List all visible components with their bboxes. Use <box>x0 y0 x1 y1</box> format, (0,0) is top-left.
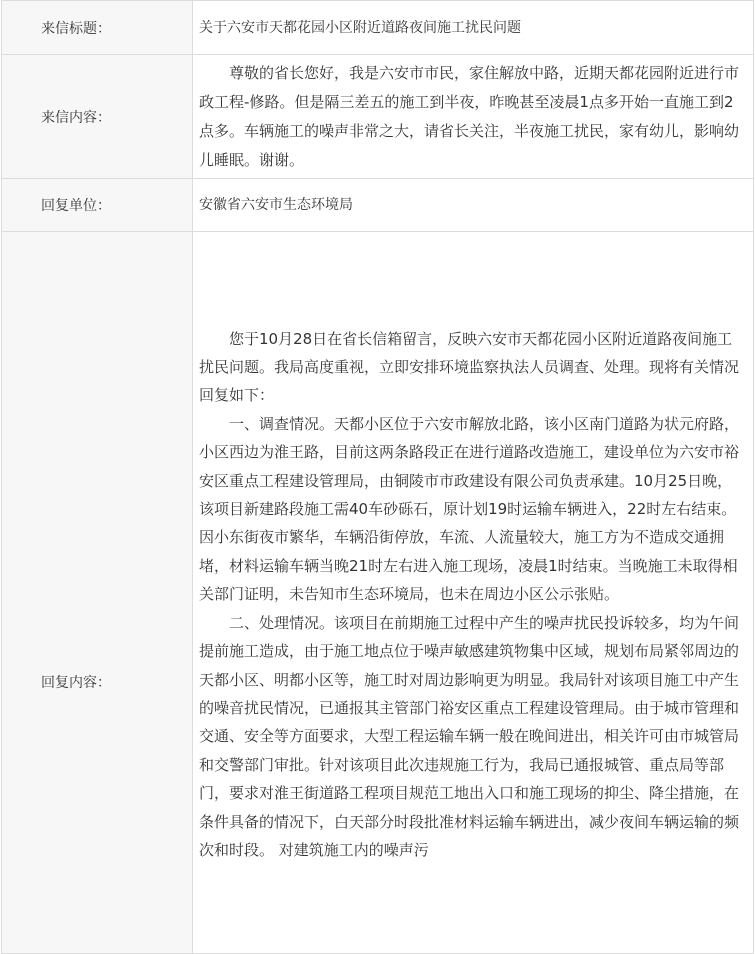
reply-paragraph-handling: 二、处理情况。该项目在前期施工过程中产生的噪声扰民投诉较多，均为午间提前施工造成，由于施工地点位于噪声敏感建筑物集中区域，规划布局紧邻周边的天都小区、明都小区等，施工时对周边影响更为明显。我局针对该项目施工中产生的噪音扰民情况，已通报其主管部门裕安区重点工程建设管理局。由于城市管理和交通、安全等方面要求，大型工程运输车辆一般在晚间进出，相关许可由市城管局和交警部门审批。针对该项目此次违规施工行为，我局已通报城管、重点局等部门，要求对淮王街道路工程项目规范工地出入口和施工现场的抑尘、降尘措施，在条件具备的情况下，白天部分时段批准材料运输车辆进出，减少夜间车辆运输的频次和时段。 对建筑施工内的噪声污 <box>199 613 740 859</box>
reply-unit-value: 安徽省六安市生态环境局 <box>193 179 754 232</box>
reply-unit-label: 回复单位： <box>2 179 193 232</box>
reply-paragraph-investigation: 一、调查情况。天都小区位于六安市解放北路，该小区南门道路为状元府路，小区西边为淮王路，目前这两条路段正在进行道路改造施工，建设单位为六安市裕安区重点工程建设管理局，由铜陵市市政建设有限公司负责承建。10月25日晚，该项目新建路段施工需40车砂砾石，原计划19时运输车辆进入，22时左右结束。因小东街夜市繁华，车辆沿街停放，车流、人流量较大，施工方为不造成交通拥堵，材料运输车辆当晚21时左右进入施工现场，凌晨1时结束。当晚施工未取得相关部门证明，未告知市生态环境局，也未在周边小区公示张贴。 <box>199 414 740 604</box>
letter-title-value: 关于六安市天都花园小区附近道路夜间施工扰民问题 <box>193 1 754 55</box>
letter-content-label: 来信内容： <box>2 55 193 179</box>
row-reply-unit <box>2 179 754 232</box>
row-letter-title <box>2 1 754 55</box>
reply-paragraph-intro: 您于10月28日在省长信箱留言，反映六安市天都花园小区附近道路夜间施工扰民问题。我局高度重视，立即安排环境监察执法人员调查、处理。现将有关情况回复如下： <box>199 329 740 405</box>
letter-title-label: 来信标题： <box>2 1 193 55</box>
letter-detail-table <box>1 0 754 954</box>
letter-content-body <box>193 55 754 179</box>
row-letter-content <box>2 55 754 179</box>
letter-content-paragraph: 尊敬的省长您好，我是六安市市民，家住解放中路，近期天都花园附近进行市政工程-修路。但是隔三差五的施工到半夜，昨晚甚至凌晨1点多开始一直施工到2点多。车辆施工的噪声非常之大，请省长关注，半夜施工扰民，家有幼儿，影响幼儿睡眠。谢谢。 <box>199 63 740 169</box>
row-reply-content <box>2 232 754 954</box>
reply-content-body <box>193 232 754 954</box>
reply-content-label: 回复内容： <box>2 232 193 954</box>
